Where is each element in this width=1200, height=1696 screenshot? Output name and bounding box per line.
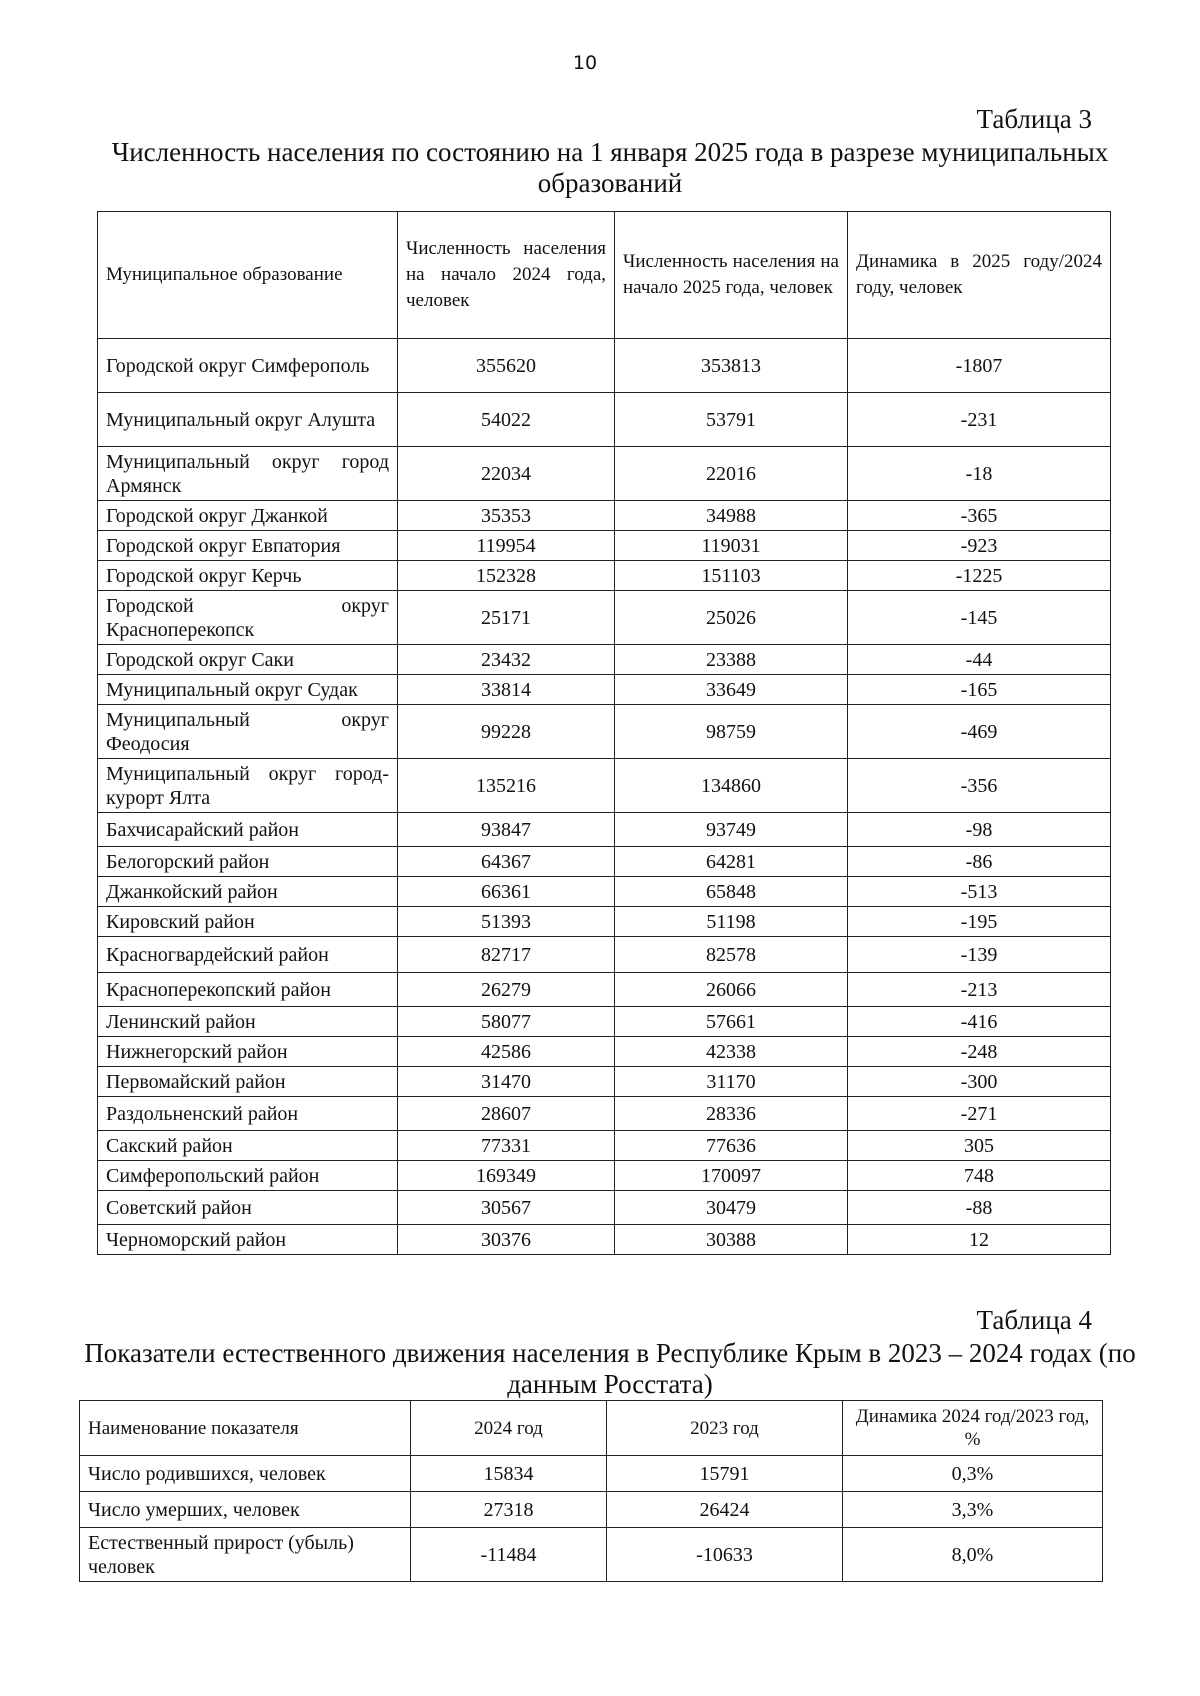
population-2024-cell: 23432: [398, 645, 615, 675]
year-2023-cell: -10633: [607, 1528, 843, 1582]
population-2024-cell: 51393: [398, 907, 615, 937]
table-3-label: Таблица 3: [976, 104, 1092, 134]
population-2025-cell: 93749: [615, 813, 848, 847]
column-header-year-2023: 2023 год: [607, 1401, 843, 1456]
population-2025-cell: 170097: [615, 1161, 848, 1191]
population-2025-cell: 82578: [615, 937, 848, 973]
municipality-cell: Муниципальный округ город-курорт Ялта: [98, 759, 398, 813]
natural-movement-table: [79, 1400, 1103, 1582]
population-2025-cell: 51198: [615, 907, 848, 937]
population-2024-cell: 35353: [398, 501, 615, 531]
year-2023-cell: 26424: [607, 1492, 843, 1528]
change-cell: -145: [848, 591, 1111, 645]
municipality-cell: Муниципальный округ город Армянск: [98, 447, 398, 501]
population-2025-cell: 57661: [615, 1007, 848, 1037]
population-2025-cell: 22016: [615, 447, 848, 501]
population-2024-cell: 31470: [398, 1067, 615, 1097]
municipality-cell: Городской округ Красноперекопск: [98, 591, 398, 645]
municipality-cell: Муниципальный округ Алушта: [98, 393, 398, 447]
table-row: [98, 393, 1111, 447]
municipality-cell: Красногвардейский район: [98, 937, 398, 973]
change-cell: -231: [848, 393, 1111, 447]
municipality-cell: Белогорский район: [98, 847, 398, 877]
municipality-cell: Сакский район: [98, 1131, 398, 1161]
page-number: 10: [572, 52, 598, 74]
municipality-cell: Городской округ Джанкой: [98, 501, 398, 531]
change-cell: -300: [848, 1067, 1111, 1097]
population-table: [97, 211, 1111, 1255]
table-row: [80, 1456, 1103, 1492]
table-row: [98, 937, 1111, 973]
table-row: [98, 591, 1111, 645]
table-row: [98, 907, 1111, 937]
change-cell: -86: [848, 847, 1111, 877]
table-row: [98, 561, 1111, 591]
population-2025-cell: 33649: [615, 675, 848, 705]
table-row: [98, 1161, 1111, 1191]
population-2025-cell: 53791: [615, 393, 848, 447]
population-2024-cell: 93847: [398, 813, 615, 847]
population-2025-cell: 30479: [615, 1191, 848, 1225]
year-2024-cell: 15834: [411, 1456, 607, 1492]
population-2025-cell: 23388: [615, 645, 848, 675]
municipality-cell: Раздольненский район: [98, 1097, 398, 1131]
population-2024-cell: 82717: [398, 937, 615, 973]
change-percent-cell: 8,0%: [843, 1528, 1103, 1582]
column-header-indicator: Наименование показателя: [80, 1401, 411, 1456]
column-header-year-2024: 2024 год: [411, 1401, 607, 1456]
population-2024-cell: 33814: [398, 675, 615, 705]
change-cell: -513: [848, 877, 1111, 907]
change-cell: -195: [848, 907, 1111, 937]
year-2023-cell: 15791: [607, 1456, 843, 1492]
change-cell: -469: [848, 705, 1111, 759]
municipality-cell: Городской округ Симферополь: [98, 339, 398, 393]
table-row: [98, 1067, 1111, 1097]
population-2024-cell: 169349: [398, 1161, 615, 1191]
municipality-cell: Черноморский район: [98, 1225, 398, 1255]
table-row: [98, 1037, 1111, 1067]
column-header-municipality: Муниципальное образование: [98, 212, 398, 339]
municipality-cell: Кировский район: [98, 907, 398, 937]
change-cell: -44: [848, 645, 1111, 675]
column-header-population-2024: Численность населения на начало 2024 года, человек: [398, 212, 615, 339]
change-cell: -98: [848, 813, 1111, 847]
table-row: [80, 1528, 1103, 1582]
table-row: [98, 813, 1111, 847]
indicator-cell: Естественный прирост (убыль) человек: [80, 1528, 411, 1582]
change-cell: -248: [848, 1037, 1111, 1067]
population-2025-cell: 65848: [615, 877, 848, 907]
population-2024-cell: 135216: [398, 759, 615, 813]
table-row: [98, 531, 1111, 561]
population-2025-cell: 28336: [615, 1097, 848, 1131]
table-row: [98, 1097, 1111, 1131]
table-row: [98, 1225, 1111, 1255]
change-cell: -1225: [848, 561, 1111, 591]
municipality-cell: Нижнегорский район: [98, 1037, 398, 1067]
table-row: [80, 1492, 1103, 1528]
population-2025-cell: 25026: [615, 591, 848, 645]
table-row: [98, 1007, 1111, 1037]
table-row: [98, 675, 1111, 705]
change-cell: -88: [848, 1191, 1111, 1225]
population-2024-cell: 42586: [398, 1037, 615, 1067]
column-header-change: Динамика в 2025 году/2024 году, человек: [848, 212, 1111, 339]
population-2025-cell: 30388: [615, 1225, 848, 1255]
population-2025-cell: 134860: [615, 759, 848, 813]
municipality-cell: Городской округ Керчь: [98, 561, 398, 591]
table-row: [98, 1191, 1111, 1225]
population-2024-cell: 54022: [398, 393, 615, 447]
population-2024-cell: 119954: [398, 531, 615, 561]
change-cell: -213: [848, 973, 1111, 1007]
change-cell: 748: [848, 1161, 1111, 1191]
population-2025-cell: 353813: [615, 339, 848, 393]
population-2025-cell: 98759: [615, 705, 848, 759]
change-cell: -139: [848, 937, 1111, 973]
population-2024-cell: 22034: [398, 447, 615, 501]
population-2024-cell: 99228: [398, 705, 615, 759]
table-row: [98, 847, 1111, 877]
municipality-cell: Джанкойский район: [98, 877, 398, 907]
population-2024-cell: 64367: [398, 847, 615, 877]
municipality-cell: Симферопольский район: [98, 1161, 398, 1191]
change-cell: 305: [848, 1131, 1111, 1161]
municipality-cell: Ленинский район: [98, 1007, 398, 1037]
population-2025-cell: 26066: [615, 973, 848, 1007]
change-cell: -356: [848, 759, 1111, 813]
municipality-cell: Первомайский район: [98, 1067, 398, 1097]
change-cell: -923: [848, 531, 1111, 561]
indicator-cell: Число умерших, человек: [80, 1492, 411, 1528]
population-2024-cell: 152328: [398, 561, 615, 591]
population-2024-cell: 66361: [398, 877, 615, 907]
change-cell: -1807: [848, 339, 1111, 393]
change-cell: -165: [848, 675, 1111, 705]
table-row: [98, 705, 1111, 759]
population-2024-cell: 26279: [398, 973, 615, 1007]
population-2024-cell: 30567: [398, 1191, 615, 1225]
table-header-row: [80, 1401, 1103, 1456]
table-row: [98, 973, 1111, 1007]
municipality-cell: Городской округ Евпатория: [98, 531, 398, 561]
change-cell: -416: [848, 1007, 1111, 1037]
municipality-cell: Муниципальный округ Судак: [98, 675, 398, 705]
change-percent-cell: 0,3%: [843, 1456, 1103, 1492]
column-header-population-2025: Численность населения на начало 2025 года, человек: [615, 212, 848, 339]
table-row: [98, 501, 1111, 531]
table-row: [98, 339, 1111, 393]
population-2025-cell: 151103: [615, 561, 848, 591]
change-cell: -271: [848, 1097, 1111, 1131]
table-row: [98, 759, 1111, 813]
municipality-cell: Муниципальный округ Феодосия: [98, 705, 398, 759]
year-2024-cell: 27318: [411, 1492, 607, 1528]
municipality-cell: Бахчисарайский район: [98, 813, 398, 847]
change-cell: -365: [848, 501, 1111, 531]
population-2025-cell: 31170: [615, 1067, 848, 1097]
population-2024-cell: 58077: [398, 1007, 615, 1037]
indicator-cell: Число родившихся, человек: [80, 1456, 411, 1492]
population-2024-cell: 77331: [398, 1131, 615, 1161]
population-2024-cell: 28607: [398, 1097, 615, 1131]
population-2025-cell: 119031: [615, 531, 848, 561]
table-3-title: Численность населения по состоянию на 1 января 2025 года в разрезе муниципальных образований: [111, 137, 1109, 198]
population-2025-cell: 64281: [615, 847, 848, 877]
population-2024-cell: 30376: [398, 1225, 615, 1255]
table-header-row: [98, 212, 1111, 339]
municipality-cell: Городской округ Саки: [98, 645, 398, 675]
change-percent-cell: 3,3%: [843, 1492, 1103, 1528]
municipality-cell: Советский район: [98, 1191, 398, 1225]
column-header-change-percent: Динамика 2024 год/2023 год, %: [843, 1401, 1103, 1456]
table-4-title: Показатели естественного движения населения в Республике Крым в 2023 – 2024 годах (по данным Росстата): [84, 1338, 1136, 1399]
table-row: [98, 1131, 1111, 1161]
table-row: [98, 877, 1111, 907]
table-row: [98, 447, 1111, 501]
population-2024-cell: 25171: [398, 591, 615, 645]
population-2025-cell: 42338: [615, 1037, 848, 1067]
table-4-label: Таблица 4: [976, 1305, 1092, 1335]
table-row: [98, 645, 1111, 675]
change-cell: -18: [848, 447, 1111, 501]
population-2025-cell: 77636: [615, 1131, 848, 1161]
year-2024-cell: -11484: [411, 1528, 607, 1582]
population-2024-cell: 355620: [398, 339, 615, 393]
change-cell: 12: [848, 1225, 1111, 1255]
municipality-cell: Красноперекопский район: [98, 973, 398, 1007]
population-2025-cell: 34988: [615, 501, 848, 531]
